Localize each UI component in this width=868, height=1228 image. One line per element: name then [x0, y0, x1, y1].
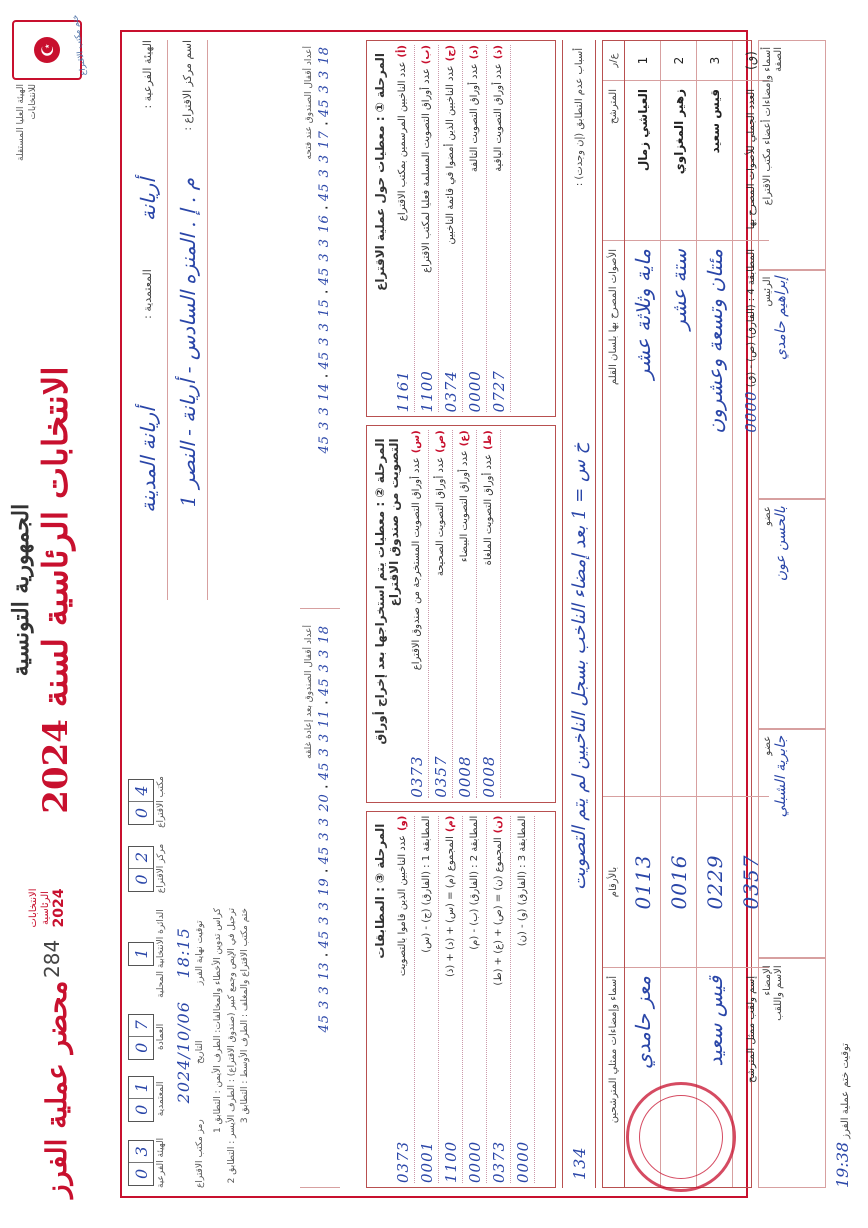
code-center-caption: مركز الاقتراع [156, 843, 166, 894]
side-note-1: كراس تدوين الأخطاء والمخالفات: الطرف الأيمن : التطابق 1 [213, 908, 223, 1133]
date-caption: التاريخ [195, 1040, 205, 1064]
phase1-line: (ج)عدد الناخبين الذين أمضوا في قائمة الناخبين 0374 [439, 45, 463, 412]
open-lock-2[interactable]: 45 3 3 15 [317, 298, 332, 370]
office-code-caption-group [195, 1119, 205, 1188]
table-row: 2 زهير المغزاوي ستة عشر 0016 [661, 41, 697, 1187]
date-group [174, 1001, 205, 1103]
code-office-caption: مكتب الاقتراع [156, 776, 166, 828]
match4: المطابقة 4 : (الفارق) (ص) - (ق) 0000 [733, 241, 769, 797]
code-delegation [128, 1076, 166, 1122]
phase1-value[interactable]: 0000 [465, 370, 484, 413]
phase1-line: (ب)عدد أوراق التصويت المسلمة فعليا لمكتب الاقتراع 1100 [415, 45, 439, 412]
minutes-title: محضر عملية الفرز [40, 980, 73, 1198]
delegation-value[interactable]: أريانة المدينة [135, 407, 160, 513]
table-row: 3 قيس سعيد مئتان وتسعة وعشرون 0229 قيس سعيد [697, 41, 733, 1187]
footer [833, 1043, 852, 1188]
candidate-name: زهير المغزاوي [661, 81, 696, 241]
phase3-value[interactable]: 1100 [441, 1140, 460, 1183]
candidate-name: العياشي زمال [625, 81, 660, 241]
phase2-line: (ط)عدد أوراق التصويت الملغاة 0008 [477, 430, 501, 797]
code-sector-caption: العمادة [156, 1023, 166, 1050]
close-lock-4[interactable]: 45 3 3 11 [317, 709, 332, 781]
member2-col [758, 729, 826, 959]
side-note-2: ترحيل في الإيص وجمع كبير (صندوق الاقتراع) : الطرف الأيسر : التطابق 2 [226, 908, 237, 1184]
opening-seals-label: أعداد أقفال الصندوق عند فتحه [304, 46, 314, 160]
office-members [758, 40, 826, 1188]
open-lock-4[interactable]: 45 3 3 17 [317, 130, 332, 202]
candidates-header [603, 41, 625, 1187]
rep-signature[interactable]: قيس سعيد [697, 967, 732, 1187]
president-role: الرئيس [762, 276, 773, 307]
office-code-caption: رمز مكتب الاقتراع [195, 1119, 205, 1188]
code-local [128, 909, 166, 998]
codes-row [128, 598, 166, 1188]
page-number: 284 [40, 939, 64, 978]
phase-panels [366, 40, 556, 1188]
republic-title: الجمهورية التونسية [8, 503, 34, 677]
phase2-value[interactable]: 0008 [455, 755, 474, 798]
end-time-value[interactable]: 18:15 [174, 927, 193, 979]
reseal-seals-list: 45 3 3 13 · 45 3 3 19 · 45 3 3 20 · 45 3 3 11 · 45 3 3 18 [317, 625, 336, 1033]
phase3-match-value[interactable]: 0000 [465, 1140, 484, 1183]
col-rep: أسماء وإمضاءات ممثلي المترشحين [603, 967, 624, 1187]
code-local-caption: الدائرة الانتخابية المحلية [156, 909, 166, 998]
match4-value[interactable]: 0000 [742, 390, 760, 433]
total-code: (ق) [733, 41, 769, 81]
phase3-line: (م)المجموع (م) = (س) + (د) + (ذ) 1100 [439, 816, 463, 1183]
opening-seals-list: 45 3 3 14 · 45 3 3 15 · 45 3 3 16 · 45 3 3 17 · 45 3 3 18 [317, 46, 336, 454]
close-lock-3[interactable]: 45 3 3 20 [317, 793, 332, 865]
discrepancy-row [562, 40, 596, 1188]
phase1-value[interactable]: 1100 [417, 370, 436, 413]
code-office [128, 776, 166, 828]
signature-col [758, 958, 826, 1188]
phase1-panel [366, 40, 556, 417]
phase3-match: المطابقة 2 : (الفارق) (ب) - (م) 0000 [463, 816, 487, 1183]
isie-label: الهيئة العليا المستقلة للانتخابات [16, 84, 38, 161]
header [0, 0, 118, 1228]
open-lock-3[interactable]: 45 3 3 16 [317, 214, 332, 286]
code-regional-boxes[interactable]: 0 3 [128, 1140, 154, 1186]
elections-logo [28, 878, 67, 938]
code-regional [128, 1138, 166, 1188]
delegation-label: المعتمدية : [141, 269, 154, 319]
candidate-name: قيس سعيد [697, 81, 732, 241]
end-time-caption: توقيت نهاية الفرز [195, 920, 205, 986]
candidates-table [602, 40, 763, 1188]
phase1-title: المرحلة ① : معطيات حول عملية الاقتراع [373, 53, 387, 291]
end-time-value-footer[interactable]: 19:38 [833, 1141, 852, 1188]
code-sector-boxes[interactable]: 0 7 [128, 1014, 154, 1060]
phase2-line: (ص)عدد أوراق التصويت الصحيحة 0357 [429, 430, 453, 797]
rep-signature[interactable]: معز حامدي [625, 967, 660, 1187]
discrepancy-count[interactable]: 134 [569, 1146, 589, 1180]
votes-words[interactable]: ستة عشر [661, 241, 696, 797]
members-title: أسماء وإمضاءات أعضاء مكتب الاقتراع [762, 47, 773, 206]
members-col-name: الاسم واللقب [773, 965, 784, 1021]
phase1-line: (د)عدد أوراق التصويت التالفة 0000 [463, 45, 487, 412]
phase3-line: (و)عدد الناخبين الذين قاموا بالتصويت 0373 [391, 816, 415, 1183]
votes-words[interactable]: مئتان وتسعة وعشرون [697, 241, 732, 797]
col-name: المترشح [603, 81, 624, 241]
phase3-value[interactable]: 0373 [489, 1140, 508, 1183]
phase2-value[interactable]: 0373 [407, 755, 426, 798]
seal-numbers [300, 40, 340, 1188]
polling-info [128, 40, 298, 600]
member1-role: عضو [762, 506, 773, 526]
phase1-value[interactable]: 0727 [489, 370, 508, 413]
member2-name[interactable]: جابرية الشبلي [773, 735, 789, 818]
code-office-boxes[interactable]: 0 4 [128, 779, 154, 825]
discrepancy-text[interactable]: خ س = 1 بعد إمضاء الناخب بسجل الناخبين لم يتم التصويت [568, 442, 590, 890]
side-notes [212, 908, 253, 1188]
votes-digits[interactable]: 0229 [702, 854, 727, 910]
reseal-seals [300, 619, 340, 1188]
members-col-role: الصفة [773, 47, 784, 72]
col-words: الأصوات المصرح بها بلسان القلم [603, 241, 624, 797]
close-lock-1[interactable]: 45 3 3 13 [317, 961, 332, 1033]
official-stamp [626, 1082, 736, 1192]
col-digits: بالأرقام [608, 866, 619, 898]
member2-role: عضو [762, 735, 773, 756]
code-sector [128, 1014, 166, 1060]
center-label: اسم مركز الاقتراع : [181, 40, 194, 131]
elections-logo-line1: الانتخابات [28, 888, 39, 928]
regional-body-value[interactable]: أريانة [135, 178, 160, 222]
end-time-group [174, 921, 205, 986]
phase3-match: المطابقة 3 : (الفارق) (و) - (ن) 0000 [511, 816, 535, 1183]
phase1-value[interactable]: 1161 [393, 370, 412, 413]
close-lock-5[interactable]: 45 3 3 18 [317, 625, 332, 697]
phase2-line: (ع)عدد أوراق التصويت البيضاء 0008 [453, 430, 477, 797]
discrepancy-label: أسباب عدم التطابق (إن وجدت) : [573, 48, 585, 187]
regional-body-row [128, 40, 168, 600]
member1-name[interactable]: بالحسن عون [773, 506, 789, 582]
phase1-line: (ذ)عدد أوراق التصويت الباقية 0727 [487, 45, 511, 412]
open-lock-5[interactable]: 45 3 3 18 [317, 46, 332, 118]
elections-logo-year: 2024 [51, 888, 67, 928]
code-regional-caption: الهيئة الفرعية [156, 1137, 166, 1188]
regional-body-label: الهيئة الفرعية : [141, 40, 154, 109]
president-name[interactable]: إبراهيم حامدي [773, 276, 789, 361]
col-num: ع/ر [603, 41, 624, 81]
date-row [174, 598, 205, 1188]
phase1-line: (أ)عدد الناخبين المرسمين بمكتب الاقتراع 1161 [391, 45, 415, 412]
phase3-title: المرحلة ③ : المطابقات [373, 823, 387, 959]
phase3-match-value[interactable]: 0001 [417, 1140, 436, 1183]
member1-col [758, 499, 826, 729]
code-center-boxes[interactable]: 0 2 [128, 846, 154, 892]
members-col-sig: الإمضاء [762, 965, 773, 996]
phase2-value[interactable]: 0357 [431, 755, 450, 798]
open-lock-1[interactable]: 45 3 3 14 [317, 382, 332, 454]
election-title: الانتخابات الرئاسية لسنة 2024 [36, 366, 76, 814]
votes-digits[interactable]: 0113 [630, 854, 655, 910]
phase3-match: المطابقة 1 : (الفارق) (ج) - (س) 0001 [415, 816, 439, 1183]
phase2-line: (س)عدد أوراق التصويت المستخرجة من صندوق الاقتراع 0373 [405, 430, 429, 797]
isie-branding [8, 14, 108, 184]
reseal-seals-label: أعداد أقفال الصندوق بعد إعادة غلقه [304, 625, 314, 759]
opening-seals [300, 40, 340, 609]
close-lock-2[interactable]: 45 3 3 19 [317, 877, 332, 949]
code-delegation-boxes[interactable]: 0 1 [128, 1076, 154, 1122]
crescent-star-icon: ☪ [34, 37, 60, 63]
code-delegation-caption: المعتمدية [156, 1081, 166, 1117]
rep-name-label: إسم ولقب ممثل المترشح [733, 967, 769, 1187]
total-label: العدد الجملي للأصوات المصرح بها [733, 81, 769, 241]
phase3-panel [366, 811, 556, 1188]
phase1-value[interactable]: 0374 [441, 370, 460, 413]
members-title-col [758, 40, 826, 270]
center-value[interactable]: م . إ . المنزه السادس - أريانة - النصر 1 [175, 178, 200, 508]
center-row [168, 40, 208, 600]
phase2-panel [366, 425, 556, 802]
votes-words[interactable]: ماية وثلاثة عشر [625, 241, 660, 797]
end-time-label: توقيت ختم عملية الفرز [840, 1043, 851, 1139]
phase3-match-value[interactable]: 0000 [513, 1140, 532, 1183]
elections-logo-line2: الرئاسية [39, 891, 51, 925]
code-local-boxes[interactable]: 1 [128, 942, 154, 966]
side-note-3: ختم مكتب الاقتراع والمغلف : الطرف الأوسط : التطابق 3 [240, 908, 250, 1124]
date-value[interactable]: 2024/10/06 [174, 1001, 193, 1104]
phase2-title: المرحلة ② : معطيات يتم استخراجها بعد إخراج أوراق التصويت من صندوق الاقتراع [373, 438, 401, 745]
phase3-value[interactable]: 0373 [393, 1140, 412, 1183]
corner-seal: ختم مكتب الاقتراع [70, 14, 88, 77]
code-center [128, 844, 166, 893]
table-row: 1 العياشي زمال ماية وثلاثة عشر 0113 معز حامدي [625, 41, 661, 1187]
phase2-value[interactable]: 0008 [479, 755, 498, 798]
president-col [758, 270, 826, 500]
phase3-line: (ن)المجموع (ن) = (ص) + (ع) + (ط) 0373 [487, 816, 511, 1183]
total-value[interactable]: 0357 [739, 854, 763, 910]
votes-digits[interactable]: 0016 [666, 854, 691, 910]
